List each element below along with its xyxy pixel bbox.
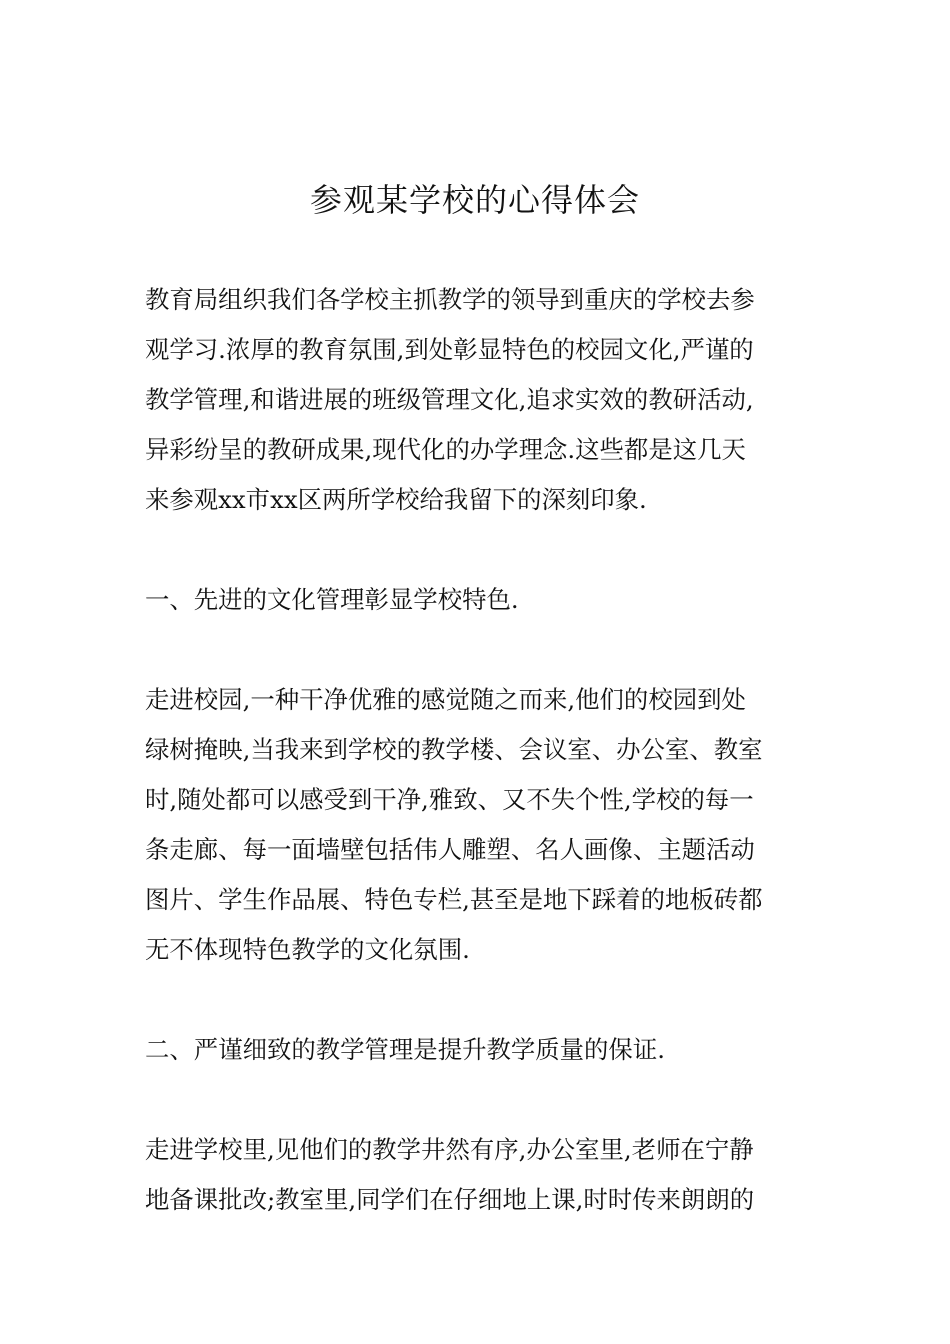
paragraph-line: 来参观xx市xx区两所学校给我留下的深刻印象. [145,485,647,514]
document-title: 参观某学校的心得体会 [309,181,640,219]
paragraph-line: 异彩纷呈的教研成果,现代化的办学理念.这些都是这几天 [145,435,746,464]
section-heading: 二、严谨细致的教学管理是提升教学质量的保证. [145,1035,665,1064]
paragraph-line: 教学管理,和谐进展的班级管理文化,追求实效的教研活动, [145,385,754,414]
paragraph-line: 走进学校里,见他们的教学井然有序,办公室里,老师在宁静 [145,1135,754,1164]
paragraph-line: 教育局组织我们各学校主抓教学的领导到重庆的学校去参 [145,285,755,314]
paragraph-line: 图片、学生作品展、特色专栏,甚至是地下踩着的地板砖都 [145,885,763,914]
paragraph-line: 走进校园,一种干净优雅的感觉随之而来,他们的校园到处 [145,685,746,714]
paragraph-line: 绿树掩映,当我来到学校的教学楼、会议室、办公室、教室 [145,735,763,764]
paragraph-line: 时,随处都可以感受到干净,雅致、又不失个性,学校的每一 [145,785,754,814]
paragraph-line: 条走廊、每一面墙壁包括伟人雕塑、名人画像、主题活动 [145,835,755,864]
paragraph-line: 地备课批改;教室里,同学们在仔细地上课,时时传来朗朗的 [145,1185,755,1214]
paragraph-line: 观学习.浓厚的教育氛围,到处彰显特色的校园文化,严谨的 [145,335,754,364]
section-heading: 一、先进的文化管理彰显学校特色. [145,585,519,614]
paragraph-line: 无不体现特色教学的文化氛围. [145,935,470,964]
